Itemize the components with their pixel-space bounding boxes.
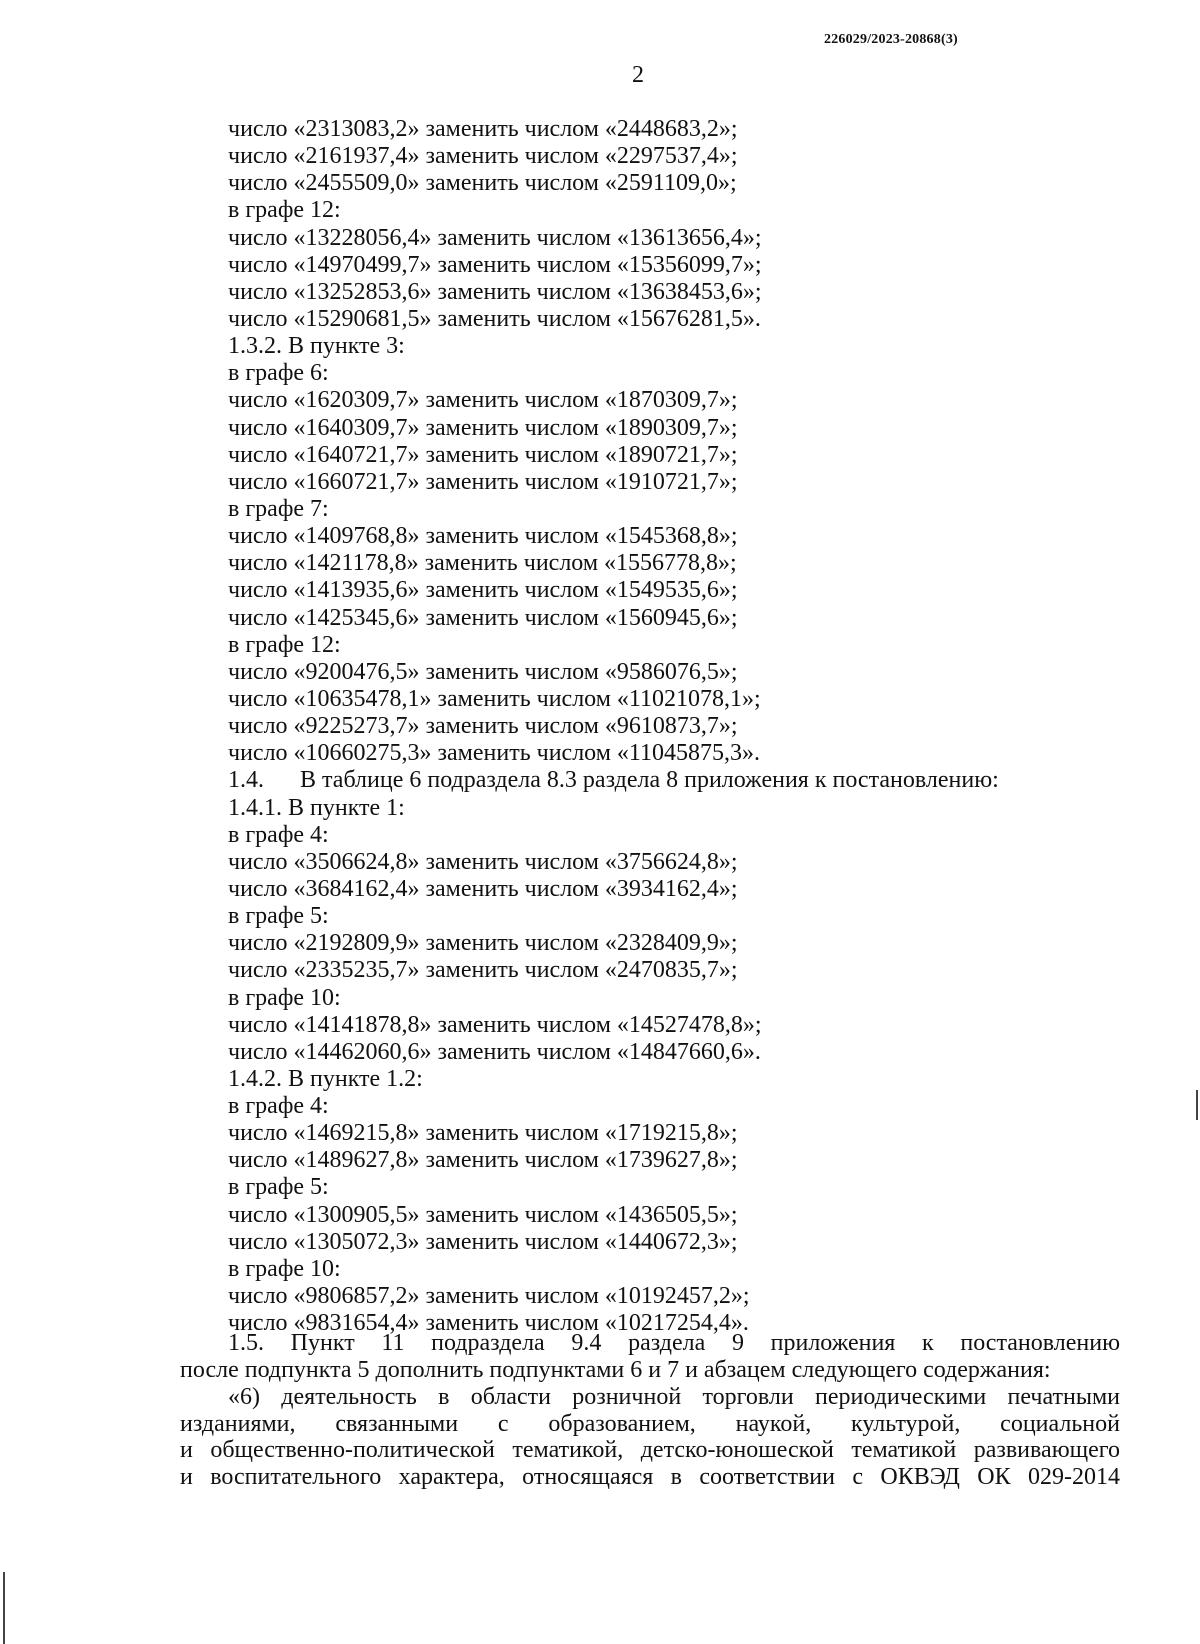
amendment-line: число «13252853,6» заменить числом «13638453,6»; xyxy=(228,278,762,305)
amendment-line: число «9225273,7» заменить числом «9610873,7»; xyxy=(228,713,738,740)
section-heading-1-4 xyxy=(228,767,1128,794)
section-heading-1-3-2: 1.3.2. В пункте 3: xyxy=(228,333,405,360)
item-6-line: и воспитательного характера, относящаяся в соответствии с ОКВЭД ОК 029-2014 xyxy=(180,1463,1120,1490)
amendment-line: число «2455509,0» заменить числом «2591109,0»; xyxy=(228,170,737,197)
scan-edge-mark xyxy=(3,1572,5,1644)
amendment-line: число «2313083,2» заменить числом «2448683,2»; xyxy=(228,116,738,142)
item-6-paragraph xyxy=(180,1384,1120,1490)
amendment-line: число «9200476,5» заменить числом «9586076,5»; xyxy=(228,658,738,685)
amendment-line: число «3684162,4» заменить числом «3934162,4»; xyxy=(228,875,738,902)
column-heading: в графе 7: xyxy=(228,495,329,522)
section-heading-1-4-1: 1.4.1. В пункте 1: xyxy=(228,794,405,821)
amendment-line: число «10660275,3» заменить числом «11045875,3». xyxy=(228,740,761,767)
amendment-line: число «1640721,7» заменить числом «1890721,7»; xyxy=(228,441,738,468)
amendment-line: число «14462060,6» заменить числом «14847660,6». xyxy=(228,1038,761,1065)
item-6-line: «6) деятельность в области розничной торговли периодическими печатными xyxy=(228,1384,1120,1410)
amendment-line: число «1469215,8» заменить числом «1719215,8»; xyxy=(228,1120,738,1147)
amendment-line: число «2161937,4» заменить числом «2297537,4»; xyxy=(228,143,738,170)
amendment-line: число «1409768,8» заменить числом «1545368,8»; xyxy=(228,523,738,550)
amendment-line: число «14970499,7» заменить числом «15356099,7»; xyxy=(228,251,762,278)
section-1-5-line: после подпункта 5 дополнить подпунктами 6 и 7 и абзацем следующего содержания: xyxy=(180,1356,1051,1383)
section-1-5-paragraph xyxy=(180,1330,1120,1383)
amendment-line: число «15290681,5» заменить числом «15676281,5». xyxy=(228,305,761,332)
column-heading: в графе 12: xyxy=(228,197,341,224)
section-1-5-line: 1.5. Пункт 11 подраздела 9.4 раздела 9 приложения к постановлению xyxy=(228,1330,1120,1356)
amendment-line: число «1425345,6» заменить числом «1560945,6»; xyxy=(228,604,738,631)
column-heading: в графе 5: xyxy=(228,1174,329,1201)
amendment-line: число «1421178,8» заменить числом «1556778,8»; xyxy=(228,550,737,577)
amendment-line: число «1305072,3» заменить числом «1440672,3»; xyxy=(228,1228,738,1255)
item-6-line: и общественно-политической тематикой, детско-юношеской тематикой развивающего xyxy=(180,1437,1120,1463)
amendment-line: число «3506624,8» заменить числом «3756624,8»; xyxy=(228,848,738,875)
amendment-line: число «1640309,7» заменить числом «1890309,7»; xyxy=(228,414,738,441)
amendment-list xyxy=(228,116,1128,1337)
section-heading-1-4-2: 1.4.2. В пункте 1.2: xyxy=(228,1065,423,1092)
column-heading: в графе 10: xyxy=(228,1255,341,1282)
scan-edge-mark xyxy=(1196,1090,1198,1120)
amendment-line: число «14141878,8» заменить числом «14527478,8»; xyxy=(228,1011,762,1038)
amendment-line: число «9806857,2» заменить числом «10192457,2»; xyxy=(228,1283,750,1310)
column-heading: в графе 12: xyxy=(228,631,341,658)
section-number: 1.4. xyxy=(228,767,264,794)
item-6-line: изданиями, связанными с образованием, наукой, культурой, социальной xyxy=(180,1410,1120,1437)
column-heading: в графе 4: xyxy=(228,1093,329,1120)
amendment-line: число «13228056,4» заменить числом «13613656,4»; xyxy=(228,224,762,251)
section-text: В таблице 6 подраздела 8.3 раздела 8 приложения к постановлению: xyxy=(300,767,999,794)
amendment-line: число «1620309,7» заменить числом «1870309,7»; xyxy=(228,387,738,414)
column-heading: в графе 6: xyxy=(228,360,329,387)
amendment-line: число «2335235,7» заменить числом «2470835,7»; xyxy=(228,957,738,984)
page-number: 2 xyxy=(632,62,644,88)
column-heading: в графе 4: xyxy=(228,821,329,848)
amendment-line: число «1413935,6» заменить числом «1549535,6»; xyxy=(228,577,738,604)
amendment-line: число «1489627,8» заменить числом «1739627,8»; xyxy=(228,1147,738,1174)
amendment-line: число «1300905,5» заменить числом «1436505,5»; xyxy=(228,1201,738,1228)
amendment-line: число «9831654,4» заменить числом «10217254,4». xyxy=(228,1310,749,1337)
column-heading: в графе 5: xyxy=(228,903,329,930)
document-id: 226029/2023-20868(3) xyxy=(824,32,958,47)
amendment-line: число «2192809,9» заменить числом «2328409,9»; xyxy=(228,930,738,957)
amendment-line: число «10635478,1» заменить числом «11021078,1»; xyxy=(228,685,761,712)
column-heading: в графе 10: xyxy=(228,984,341,1011)
amendment-line: число «1660721,7» заменить числом «1910721,7»; xyxy=(228,468,738,495)
